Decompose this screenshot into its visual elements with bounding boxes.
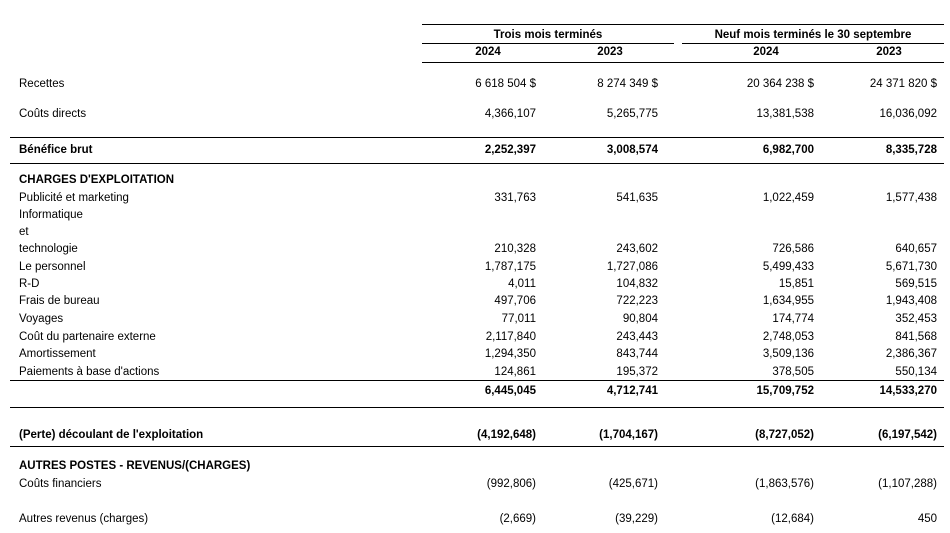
row-label-autres-revenus: Autres revenus (charges) (19, 513, 149, 525)
paiements-value: 550,134 (895, 366, 937, 378)
informatique-value: 210,328 (494, 243, 536, 255)
header-group2-rule (682, 43, 944, 44)
amortissement-value: 1,294,350 (484, 348, 536, 360)
header-year-col1: 2024 (475, 46, 501, 58)
couts-directs-value: 16,036,092 (879, 108, 937, 120)
benefice-brut-value: 6,982,700 (762, 144, 814, 156)
informatique-value: 243,602 (616, 243, 658, 255)
frais-bureau-value: 497,706 (494, 295, 536, 307)
row-label-informatique-line2: et (19, 226, 29, 238)
benefice-brut-value: 3,008,574 (606, 144, 658, 156)
row-label-paiements: Paiements à base d'actions (19, 366, 160, 378)
total-charges-value: 15,709,752 (756, 385, 814, 397)
couts-directs-value: 5,265,775 (606, 108, 658, 120)
rd-value: 569,515 (895, 278, 937, 290)
section-title-autres: AUTRES POSTES - REVENUS/(CHARGES) (19, 460, 251, 472)
publicite-value: 1,577,438 (885, 192, 937, 204)
row-label-informatique-line3: technologie (19, 243, 78, 255)
couts-financiers-value: (425,671) (608, 478, 658, 490)
header-group1-rule (422, 43, 674, 44)
gross-profit-top-rule (10, 137, 944, 138)
row-label-publicite: Publicité et marketing (19, 192, 129, 204)
autres-revenus-value: (2,669) (499, 513, 536, 525)
row-label-rd: R-D (19, 278, 40, 290)
publicite-value: 1,022,459 (762, 192, 814, 204)
row-label-informatique-line1: Informatique (19, 209, 83, 221)
header-bottom-rule (422, 62, 944, 63)
couts-financiers-value: (1,863,576) (755, 478, 814, 490)
header-group-three-months: Trois mois terminés (493, 29, 603, 41)
paiements-value: 195,372 (616, 366, 658, 378)
row-label-benefice-brut: Bénéfice brut (19, 144, 93, 156)
personnel-value: 5,499,433 (762, 261, 814, 273)
header-top-rule (422, 24, 944, 25)
partenaire-value: 2,748,053 (762, 331, 814, 343)
header-group-nine-months: Neuf mois terminés le 30 septembre (714, 29, 912, 41)
amortissement-value: 843,744 (616, 348, 658, 360)
total-charges-value: 14,533,270 (879, 385, 937, 397)
recettes-value: 20 364 238 $ (746, 78, 814, 90)
row-label-couts-financiers: Coûts financiers (19, 478, 102, 490)
voyages-value: 352,453 (895, 313, 937, 325)
row-label-frais-bureau: Frais de bureau (19, 295, 100, 307)
publicite-value: 331,763 (494, 192, 536, 204)
section-title-charges: CHARGES D'EXPLOITATION (19, 174, 175, 186)
row-label-voyages: Voyages (19, 313, 64, 325)
row-label-partenaire: Coût du partenaire externe (19, 331, 156, 343)
partenaire-value: 841,568 (895, 331, 937, 343)
perte-value: (8,727,052) (755, 429, 814, 441)
frais-bureau-value: 1,634,955 (762, 295, 814, 307)
header-year-col4: 2023 (876, 46, 902, 58)
total-charges-bottom-rule (10, 407, 944, 408)
personnel-value: 5,671,730 (885, 261, 937, 273)
amortissement-value: 3,509,136 (762, 348, 814, 360)
rd-value: 104,832 (616, 278, 658, 290)
voyages-value: 90,804 (622, 313, 658, 325)
couts-directs-value: 4,366,107 (484, 108, 536, 120)
row-label-amortissement: Amortissement (19, 348, 96, 360)
personnel-value: 1,787,175 (484, 261, 536, 273)
frais-bureau-value: 722,223 (616, 295, 658, 307)
personnel-value: 1,727,086 (606, 261, 658, 273)
header-year-col2: 2023 (597, 46, 623, 58)
paiements-value: 378,505 (772, 366, 814, 378)
publicite-value: 541,635 (616, 192, 658, 204)
couts-financiers-value: (1,107,288) (878, 478, 937, 490)
row-label-perte: (Perte) découlant de l'exploitation (19, 429, 204, 441)
total-charges-value: 6,445,045 (484, 385, 536, 397)
rd-value: 15,851 (778, 278, 814, 290)
benefice-brut-value: 8,335,728 (885, 144, 937, 156)
voyages-value: 77,011 (501, 313, 536, 325)
perte-value: (4,192,648) (477, 429, 536, 441)
informatique-value: 726,586 (772, 243, 814, 255)
informatique-value: 640,657 (895, 243, 937, 255)
couts-financiers-value: (992,806) (486, 478, 536, 490)
benefice-brut-value: 2,252,397 (484, 144, 536, 156)
couts-directs-value: 13,381,538 (756, 108, 814, 120)
autres-revenus-value: 450 (917, 513, 937, 525)
partenaire-value: 2,117,840 (485, 331, 536, 343)
row-label-recettes: Recettes (19, 78, 65, 90)
perte-bottom-rule (10, 446, 944, 447)
rd-value: 4,011 (508, 278, 536, 290)
autres-revenus-value: (39,229) (615, 513, 658, 525)
gross-profit-bottom-rule (10, 163, 944, 164)
partenaire-value: 243,443 (616, 331, 658, 343)
voyages-value: 174,774 (772, 313, 814, 325)
recettes-value: 6 618 504 $ (475, 78, 536, 90)
total-charges-top-rule (10, 380, 944, 381)
row-label-personnel: Le personnel (19, 261, 86, 273)
frais-bureau-value: 1,943,408 (885, 295, 937, 307)
perte-value: (6,197,542) (878, 429, 937, 441)
amortissement-value: 2,386,367 (885, 348, 937, 360)
recettes-value: 8 274 349 $ (597, 78, 658, 90)
perte-value: (1,704,167) (599, 429, 658, 441)
paiements-value: 124,861 (494, 366, 536, 378)
total-charges-value: 4,712,741 (606, 385, 658, 397)
recettes-value: 24 371 820 $ (869, 78, 937, 90)
header-year-col3: 2024 (753, 46, 779, 58)
autres-revenus-value: (12,684) (771, 513, 814, 525)
row-label-couts-directs: Coûts directs (19, 108, 87, 120)
